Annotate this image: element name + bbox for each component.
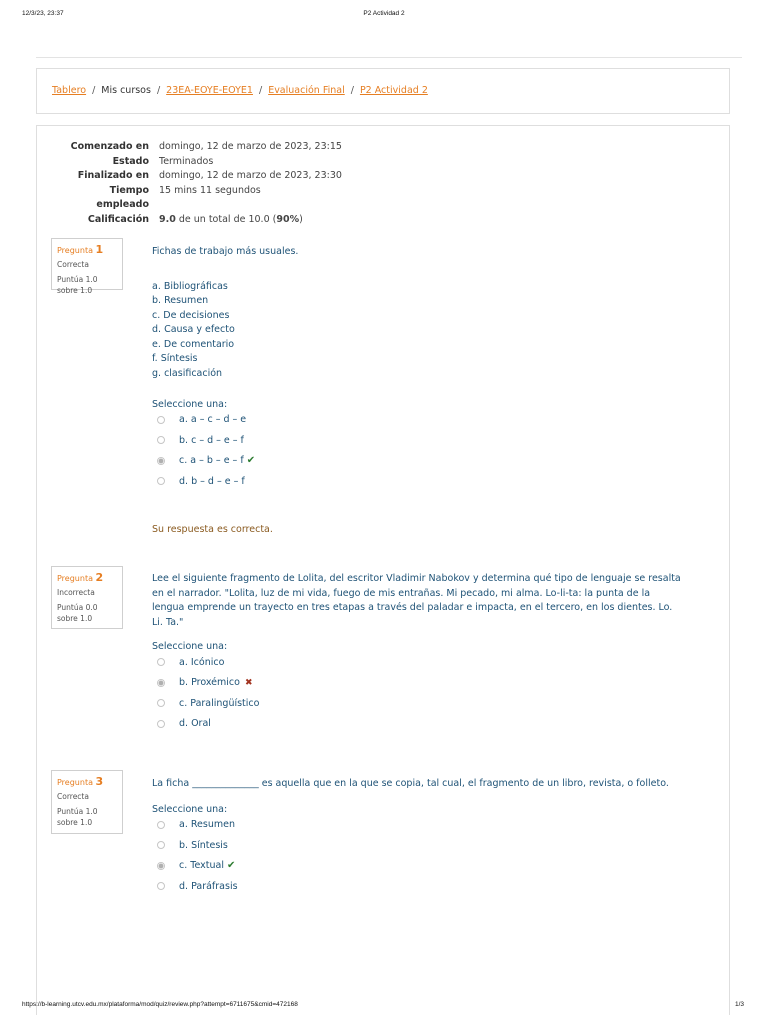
radio-icon[interactable]	[157, 882, 165, 890]
breadcrumb-separator: /	[156, 85, 161, 96]
grade-close: )	[299, 213, 303, 225]
question-1-content	[152, 245, 712, 535]
time-label-line2: empleado	[96, 199, 149, 210]
option-label: d. Oral	[179, 718, 211, 730]
answer-option-c[interactable]	[152, 693, 712, 714]
answer-option-d[interactable]	[152, 471, 712, 492]
answer-option-a[interactable]	[152, 652, 712, 673]
started-label: Comenzado en	[70, 141, 149, 152]
question-points: Puntúa 0.0	[57, 603, 98, 612]
question-text	[152, 572, 712, 630]
time-label	[37, 184, 159, 213]
question-label: Pregunta	[57, 778, 93, 787]
grade-value	[159, 213, 303, 228]
question-index: 1	[95, 243, 104, 256]
question-max: sobre 1.0	[57, 818, 93, 827]
list-item: g. clasificación	[152, 368, 223, 380]
question-state: Correcta	[57, 792, 89, 801]
radio-icon[interactable]	[157, 416, 165, 424]
question-grade	[57, 806, 117, 828]
breadcrumb-separator: /	[350, 85, 354, 96]
question-text-line: Lee el siguiente fragmento de Lolita, del escritor Vladimir Nabokov y determina qué tipo de lenguaje se resalta	[152, 573, 681, 584]
grade-total: de un total de 10.0 (	[175, 213, 277, 225]
breadcrumb-separator: /	[258, 85, 263, 96]
question-2-content	[152, 572, 712, 734]
breadcrumb-container	[36, 68, 730, 114]
question-max: sobre 1.0	[57, 614, 93, 623]
option-label: a. a – c – d – e	[179, 414, 247, 426]
breadcrumb-activity[interactable]: P2 Actividad 2	[359, 85, 428, 96]
finished-value: domingo, 12 de marzo de 2023, 23:30	[159, 170, 342, 181]
option-label: b. Síntesis	[179, 839, 228, 851]
answer-option-d[interactable]	[152, 714, 712, 735]
radio-icon[interactable]	[157, 679, 165, 687]
question-text-end: es aquella que en la que se copia, tal cual, el fragmento de un libro, revista, o folleto.	[258, 778, 669, 789]
option-label: b. c – d – e – f	[179, 434, 244, 446]
print-title: P2 Actividad 2	[363, 10, 405, 17]
question-grade	[57, 274, 117, 296]
question-blank: ______________	[192, 778, 259, 789]
option-label: d. b – d – e – f	[179, 475, 245, 487]
divider	[36, 57, 742, 58]
option-label: a. Icónico	[179, 656, 225, 668]
question-grade	[57, 602, 117, 624]
question-text	[152, 777, 712, 792]
question-2-info	[51, 566, 123, 629]
option-label: c. Textual	[179, 860, 224, 872]
select-prompt: Seleccione una:	[152, 803, 228, 815]
print-date: 12/3/23, 23:37	[22, 10, 64, 17]
question-text-line: Li. Ta."	[152, 616, 184, 628]
question-text-line: lengua emprende un trayecto en tres etapas a través del paladar e impacta, en el tercero, en los dientes. Lo.	[152, 602, 673, 613]
answer-options	[152, 652, 712, 734]
breadcrumb	[52, 85, 428, 96]
question-list	[152, 280, 712, 382]
answer-option-a[interactable]	[152, 410, 712, 431]
question-points: Puntúa 1.0	[57, 807, 98, 816]
breadcrumb-separator: /	[92, 85, 96, 96]
option-label: d. Paráfrasis	[179, 880, 238, 892]
cross-icon: ✖	[244, 677, 253, 688]
question-text: Fichas de trabajo más usuales.	[152, 246, 299, 257]
question-text-line: en el narrador. "Lolita, luz de mi vida, fuego de mis entrañas. Mi pecado, mi alma. Lo-li-ta: la punta de la	[152, 587, 651, 599]
question-index: 2	[95, 571, 104, 584]
question-1-info	[51, 238, 123, 295]
list-item: f. Síntesis	[152, 353, 198, 365]
question-state: Correcta	[57, 260, 89, 269]
list-item: c. De decisiones	[152, 309, 230, 321]
option-label: b. Proxémico	[179, 677, 240, 689]
print-url: https://b-learning.utcv.edu.mx/plataforma/mod/quiz/review.php?attempt=6711675&cmid=472168	[22, 1001, 298, 1008]
answer-option-b[interactable]	[152, 430, 712, 451]
option-label: c. a – b – e – f	[179, 455, 244, 467]
radio-icon[interactable]	[157, 821, 165, 829]
select-prompt: Seleccione una:	[152, 641, 228, 652]
radio-icon[interactable]	[157, 436, 165, 444]
radio-icon[interactable]	[157, 699, 165, 707]
time-label-line1: Tiempo	[109, 184, 149, 196]
select-prompt: Seleccione una:	[152, 398, 228, 410]
question-points: Puntúa 1.0	[57, 275, 98, 284]
question-index: 3	[95, 775, 104, 788]
question-label: Pregunta	[57, 574, 93, 583]
quiz-review	[36, 125, 730, 1015]
question-number	[57, 571, 117, 584]
answer-options	[152, 815, 712, 897]
breadcrumb-course[interactable]: 23EA-EOYE-EOYE1	[166, 85, 253, 96]
answer-options	[152, 410, 712, 492]
question-text-start: La ficha	[152, 778, 193, 789]
check-icon: ✔	[226, 860, 236, 872]
finished-label: Finalizado en	[77, 170, 149, 181]
answer-option-b[interactable]	[152, 835, 712, 856]
started-value: domingo, 12 de marzo de 2023, 23:15	[159, 141, 342, 152]
radio-icon[interactable]	[157, 477, 165, 485]
answer-option-a[interactable]	[152, 815, 712, 836]
question-label: Pregunta	[57, 246, 93, 255]
list-item: b. Resumen	[152, 295, 209, 307]
state-value: Terminados	[159, 155, 214, 167]
breadcrumb-mis-cursos: Mis cursos	[101, 85, 151, 96]
list-item: a. Bibliográficas	[152, 280, 228, 292]
question-feedback: Su respuesta es correcta.	[152, 523, 273, 535]
question-3-info	[51, 770, 123, 834]
answer-option-d[interactable]	[152, 876, 712, 897]
question-max: sobre 1.0	[57, 286, 93, 295]
radio-icon[interactable]	[157, 658, 165, 666]
question-number	[57, 775, 117, 788]
breadcrumb-section[interactable]: Evaluación Final	[268, 85, 345, 96]
answer-option-c[interactable]	[152, 856, 712, 877]
print-page-number: 1/3	[734, 1001, 744, 1008]
time-value: 15 mins 11 segundos	[159, 184, 261, 196]
answer-option-b[interactable]	[152, 673, 712, 694]
print-footer	[0, 1001, 768, 1013]
question-state: Incorrecta	[57, 588, 95, 597]
list-item: e. De comentario	[152, 338, 235, 350]
state-label: Estado	[112, 155, 149, 167]
radio-icon[interactable]	[157, 862, 165, 870]
check-icon: ✔	[246, 455, 256, 467]
radio-icon[interactable]	[157, 457, 165, 465]
grade-label: Calificación	[87, 213, 149, 225]
print-header	[0, 10, 768, 22]
breadcrumb-tablero[interactable]: Tablero	[52, 85, 87, 96]
option-label: c. Paralingüístico	[179, 697, 260, 709]
grade-percent: 90%	[276, 213, 300, 225]
option-label: a. Resumen	[179, 819, 235, 831]
question-3-content	[152, 777, 712, 897]
grade-score: 9.0	[159, 213, 176, 225]
attempt-summary	[37, 140, 697, 227]
answer-option-c[interactable]	[152, 451, 712, 472]
question-number	[57, 243, 117, 256]
list-item: d. Causa y efecto	[152, 324, 235, 336]
radio-icon[interactable]	[157, 720, 165, 728]
radio-icon[interactable]	[157, 841, 165, 849]
